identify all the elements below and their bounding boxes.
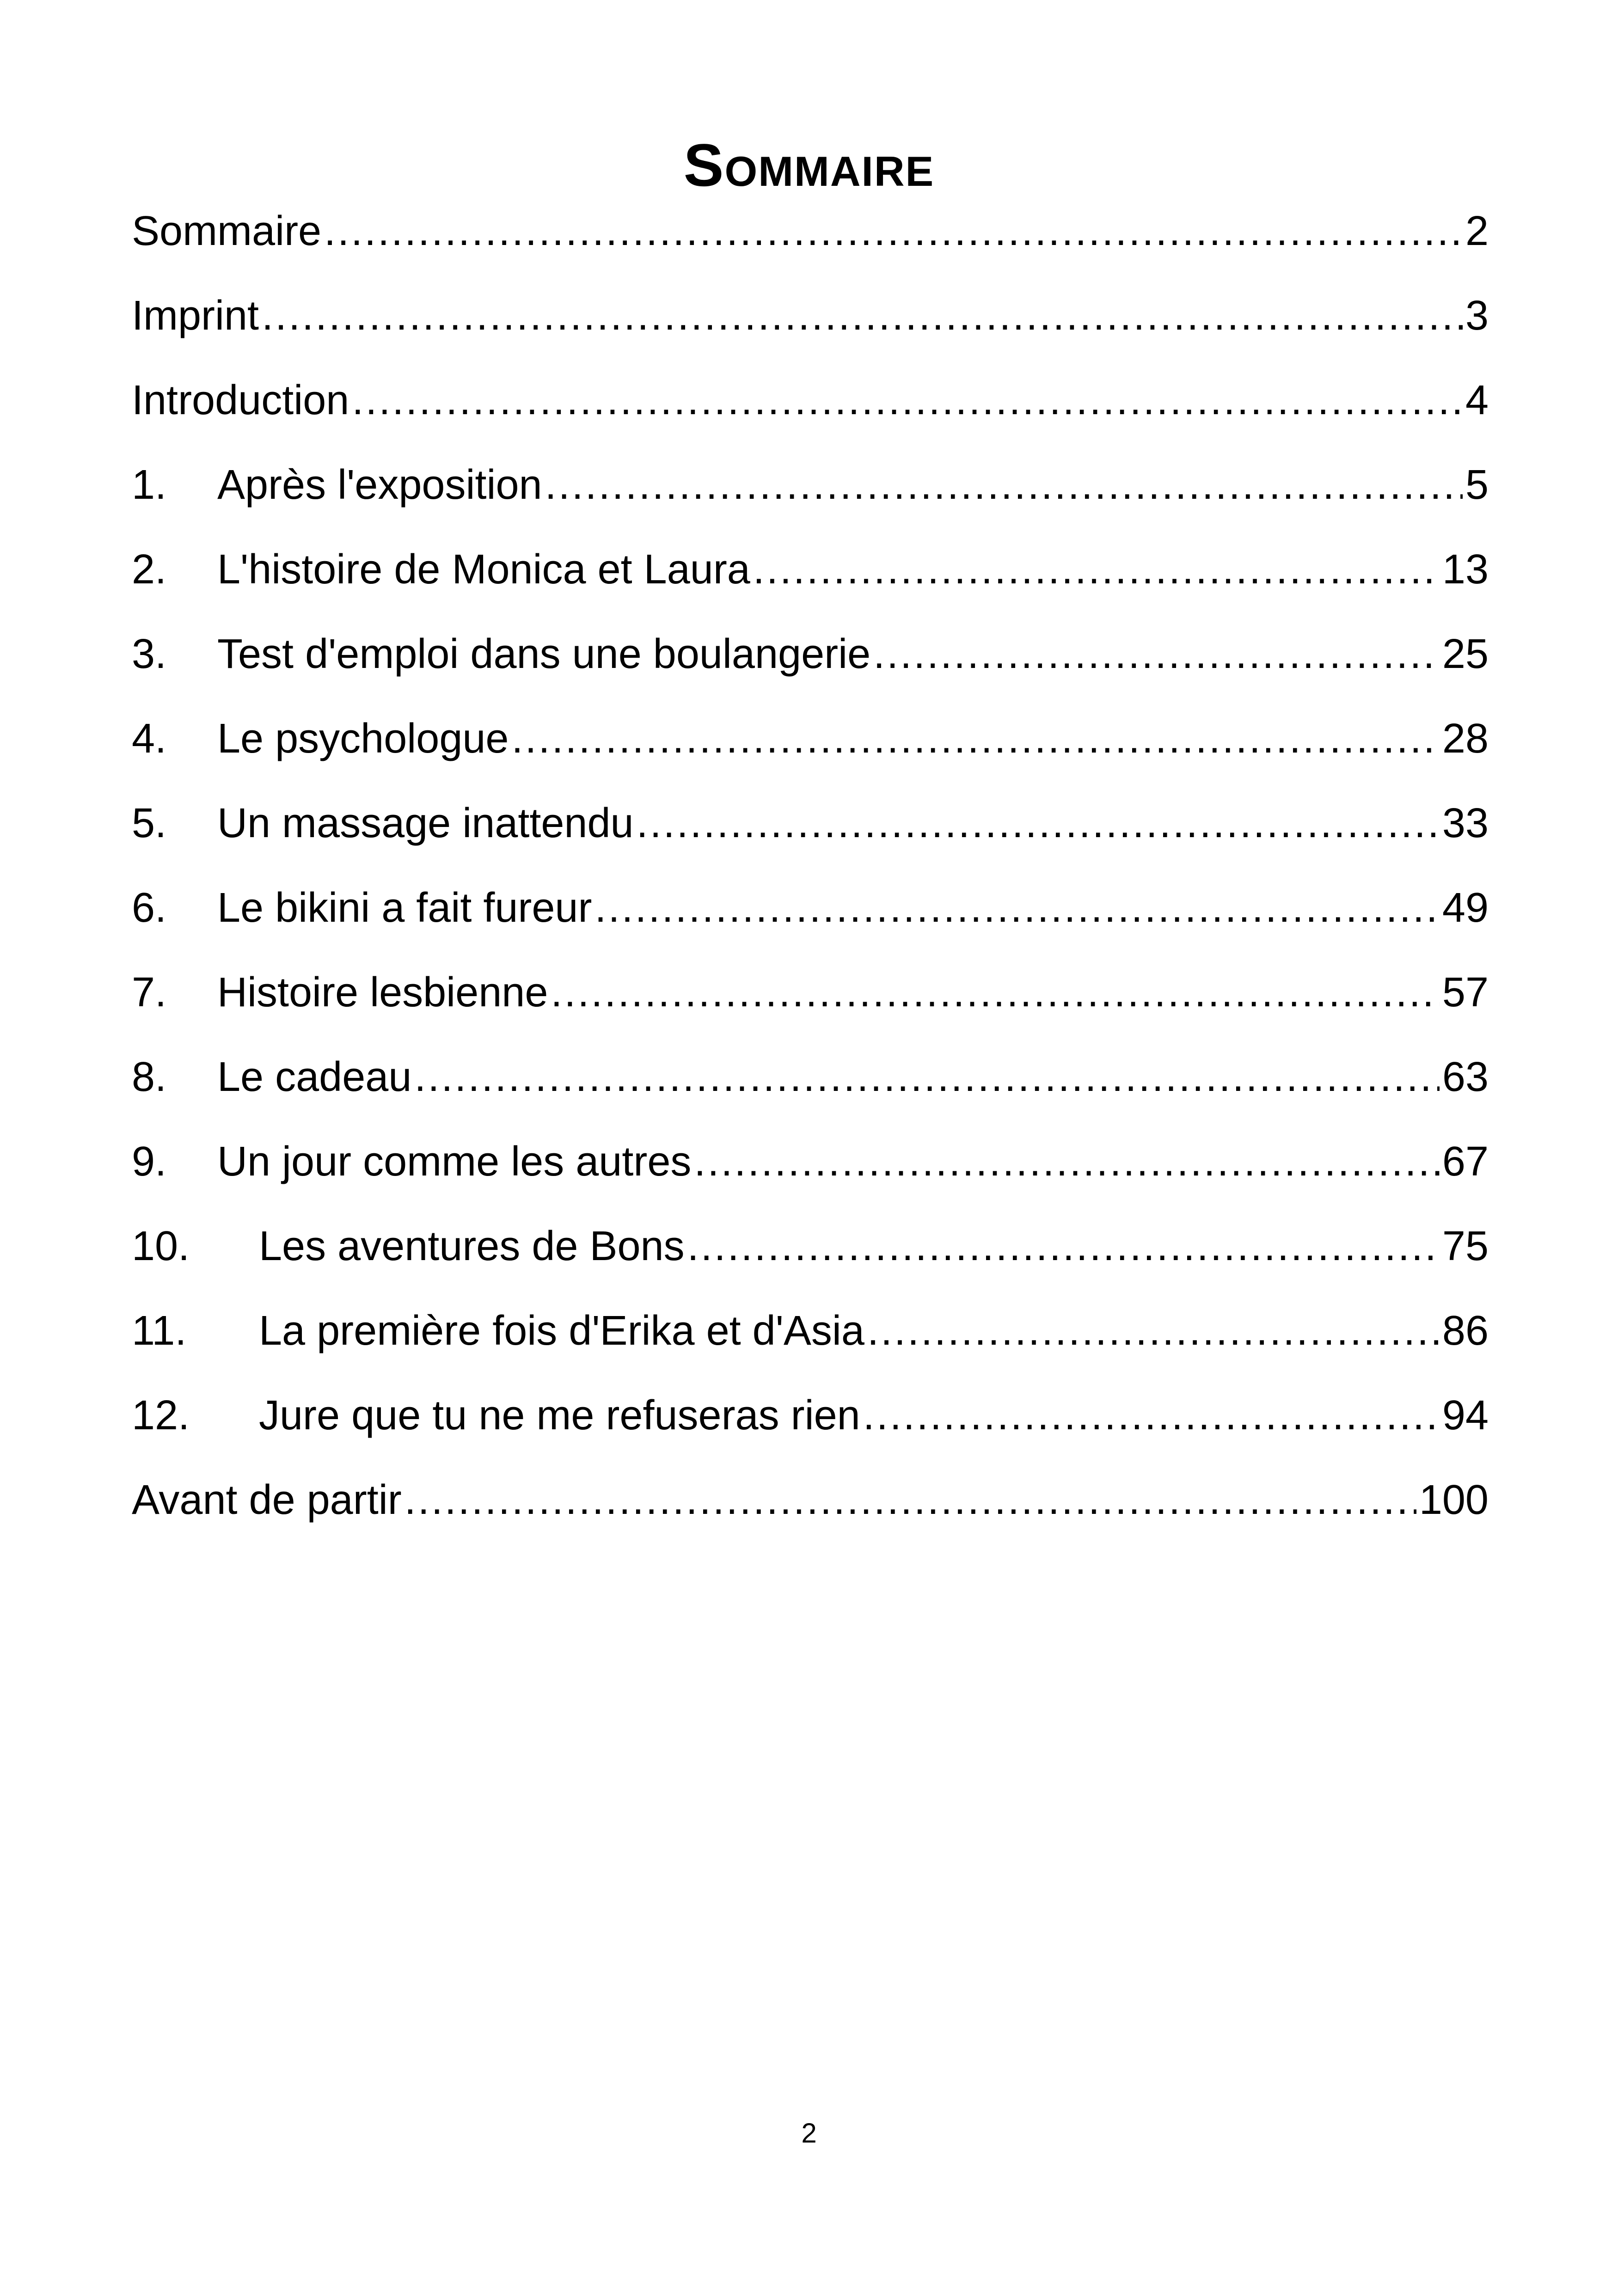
toc-entry-number: 4.	[132, 716, 167, 762]
toc-entry-page: 49	[1442, 885, 1489, 931]
toc-entry-page: 2	[1465, 208, 1489, 254]
toc-entry-page: 4	[1465, 377, 1489, 423]
toc-entry-chapter-8[interactable]	[132, 1042, 1489, 1127]
toc-dot-leader	[863, 1381, 1440, 1450]
toc-entry-label: Sommaire	[132, 208, 322, 254]
toc-dot-leader	[873, 619, 1440, 689]
toc-entry-label: Le bikini a fait fureur	[217, 885, 592, 931]
toc-entry-label: Le psychologue	[217, 716, 509, 762]
toc-entry-label: Imprint	[132, 293, 259, 339]
toc-entry-page: 86	[1442, 1308, 1489, 1354]
toc-entry-imprint[interactable]	[132, 281, 1489, 366]
page-number: 2	[801, 2118, 817, 2149]
toc-entry-label: Test d'emploi dans une boulangerie	[217, 631, 871, 677]
toc-dot-leader	[687, 1212, 1440, 1281]
toc-entry-chapter-10[interactable]	[132, 1212, 1489, 1296]
toc-entry-label: Les aventures de Bons	[259, 1223, 685, 1269]
toc-entry-page: 57	[1442, 969, 1489, 1016]
toc-entry-page: 100	[1419, 1477, 1489, 1523]
toc-entry-introduction[interactable]	[132, 366, 1489, 450]
toc-entry-page: 25	[1442, 631, 1489, 677]
toc-entry-label: Jure que tu ne me refuseras rien	[259, 1392, 860, 1439]
toc-dot-leader	[637, 789, 1440, 858]
toc-entry-chapter-2[interactable]	[132, 535, 1489, 619]
toc-entry-chapter-7[interactable]	[132, 958, 1489, 1042]
toc-entry-number: 7.	[132, 969, 167, 1016]
toc-entry-label: Le cadeau	[217, 1054, 412, 1100]
toc-entry-number: 11.	[132, 1308, 187, 1354]
toc-dot-leader	[694, 1127, 1440, 1196]
toc-entry-avant-de-partir[interactable]	[132, 1465, 1489, 1550]
toc-entry-label: Un massage inattendu	[217, 800, 634, 846]
toc-entry-page: 63	[1442, 1054, 1489, 1100]
toc-entry-label: La première fois d'Erika et d'Asia	[259, 1308, 864, 1354]
toc-dot-leader	[594, 873, 1439, 943]
toc-dot-leader	[545, 450, 1463, 520]
toc-entry-label: Introduction	[132, 377, 349, 423]
toc-entry-chapter-3[interactable]	[132, 619, 1489, 704]
toc-dot-leader	[352, 366, 1463, 435]
toc-dot-leader	[511, 704, 1439, 773]
toc-entry-chapter-1[interactable]	[132, 450, 1489, 535]
toc-entry-label: Avant de partir	[132, 1477, 402, 1523]
toc-entry-chapter-11[interactable]	[132, 1296, 1489, 1381]
toc-entry-label: L'histoire de Monica et Laura	[217, 546, 750, 593]
toc-entry-number: 1.	[132, 462, 167, 508]
toc-entry-chapter-9[interactable]	[132, 1127, 1489, 1212]
toc-entry-label: Un jour comme les autres	[217, 1139, 692, 1185]
toc-entry-number: 12.	[132, 1392, 190, 1439]
page-title: Sommaire	[683, 131, 935, 199]
toc-dot-leader	[551, 958, 1440, 1027]
toc-entry-number: 2.	[132, 546, 167, 593]
toc-entry-page: 75	[1442, 1223, 1489, 1269]
toc-dot-leader	[753, 535, 1440, 604]
toc-entry-chapter-6[interactable]	[132, 873, 1489, 958]
toc-entry-number: 9.	[132, 1139, 167, 1185]
toc-entry-chapter-12[interactable]	[132, 1381, 1489, 1465]
toc-dot-leader	[867, 1296, 1440, 1365]
toc-entry-page: 3	[1465, 293, 1489, 339]
toc-entry-page: 28	[1442, 716, 1489, 762]
toc-dot-leader	[414, 1042, 1440, 1112]
toc-entry-chapter-5[interactable]	[132, 789, 1489, 873]
toc-entry-number: 3.	[132, 631, 167, 677]
toc-entry-page: 67	[1442, 1139, 1489, 1185]
toc-entry-sommaire[interactable]	[132, 196, 1489, 281]
toc-entry-label: Histoire lesbienne	[217, 969, 548, 1016]
toc-dot-leader	[262, 281, 1463, 350]
toc-entry-label: Après l'exposition	[217, 462, 542, 508]
toc-entry-page: 33	[1442, 800, 1489, 846]
toc-entry-number: 5.	[132, 800, 167, 846]
toc-entry-chapter-4[interactable]	[132, 704, 1489, 789]
toc-entry-number: 8.	[132, 1054, 167, 1100]
toc-dot-leader	[404, 1465, 1416, 1535]
toc-entry-number: 10.	[132, 1223, 190, 1269]
toc-entry-page: 13	[1442, 546, 1489, 593]
toc-entry-page: 94	[1442, 1392, 1489, 1439]
toc-entry-page: 5	[1465, 462, 1489, 508]
toc-entry-number: 6.	[132, 885, 167, 931]
toc-dot-leader	[324, 196, 1463, 266]
table-of-contents	[132, 196, 1489, 1550]
